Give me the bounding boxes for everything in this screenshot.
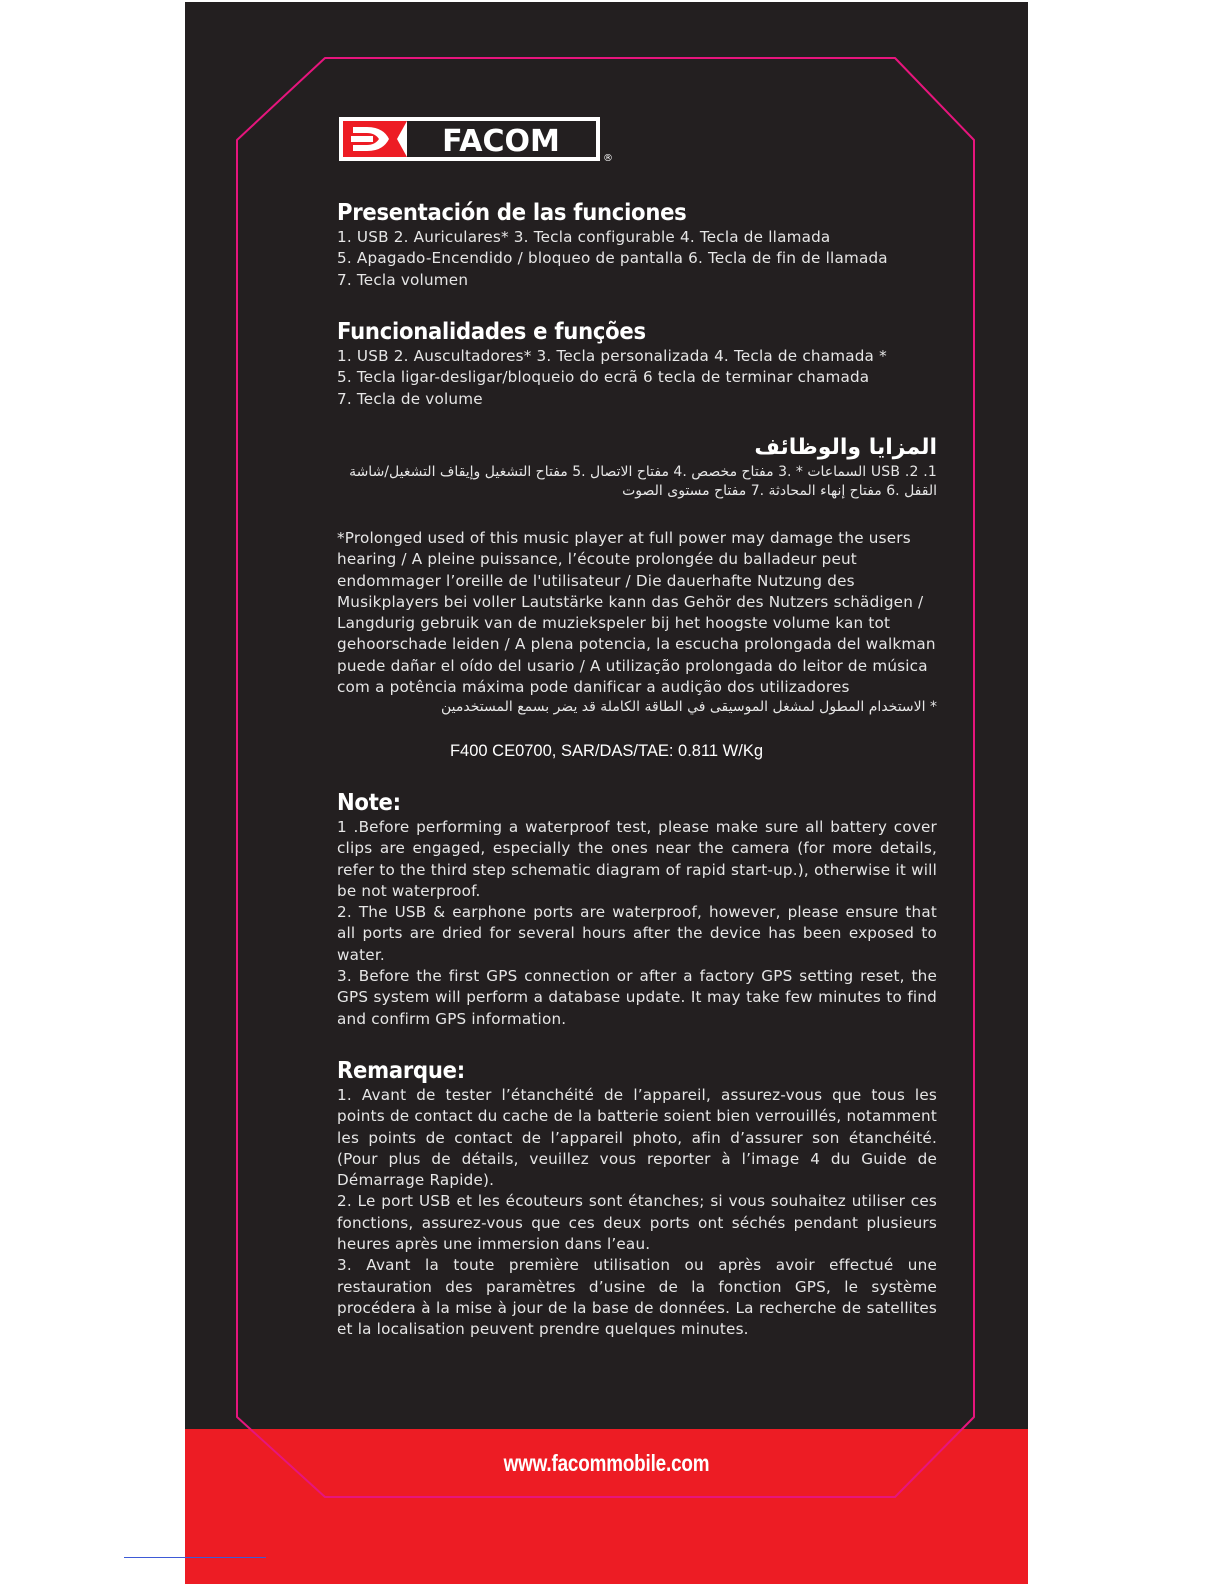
section-spanish [337, 199, 937, 291]
text-line: endommager l’oreille de l'utilisateur / Die dauerhafte Nutzung des [337, 571, 855, 590]
website-link[interactable] [185, 1450, 1028, 1477]
section-title: المزايا والوظائف [754, 435, 937, 460]
text-line: القفل .6 مفتاح إنهاء المحادثة .7 مفتاح مستوى الصوت [622, 483, 937, 499]
text-line: 5. Tecla ligar-desligar/bloqueio do ecrã 6 tecla de terminar chamada [337, 368, 870, 387]
section-note [337, 789, 937, 1030]
paragraph: 3. Before the first GPS connection or after a factory GPS setting reset, the GPS system will perform a database update. It may take few minutes to find and confirm GPS information. [337, 967, 937, 1028]
text-line: 7. Tecla de volume [337, 389, 483, 408]
text-line: 1. USB .2 السماعات * .3 مفتاح مخصص .4 مفتاح الاتصال .5 مفتاح التشغيل وإيقاف التشغيل/شاشة [349, 464, 937, 480]
text-line: Musikplayers bei voller Lautstärke kann das Gehör des Nutzers schädigen / [337, 592, 924, 611]
text-line: *Prolonged used of this music player at full power may damage the users [337, 529, 911, 547]
text-line: puede dañar el oído del usario / A utilização prolongada do leitor de música [337, 656, 928, 675]
manual-panel [185, 2, 1028, 1584]
section-title: Remarque: [337, 1058, 465, 1084]
brand-wordmark: FACOM [442, 124, 560, 159]
text-line: Langdurig gebruik van de muziekspeler bij het hoogste volume kan tot [337, 614, 891, 633]
section-portuguese [337, 318, 937, 410]
paragraph: 3. Avant la toute première utilisation ou après avoir effectué une restauration des paramètres d’usine de la fonction GPS, le système procédera à la mise à jour de la base de données. La recherche de satellites et la localisation peuvent prendre quelques minutes. [337, 1256, 937, 1339]
text-line-arabic: * الاستخدام المطول لمشغل الموسيقى في الطاقة الكاملة قد يضر بسمع المستخدمين [441, 699, 937, 716]
registered-mark: ® [603, 153, 613, 164]
paragraph: 2. The USB & earphone ports are waterproof, however, please ensure that all ports are dried for several hours after the device has been exposed to water. [337, 903, 937, 964]
text-line: gehoorschade leiden / A plena potencia, la escucha prolongada del walkman [337, 635, 936, 654]
text-line: 5. Apagado-Encendido / bloqueo de pantalla 6. Tecla de fin de llamada [337, 249, 888, 268]
sar-spec: F400 CE0700, SAR/DAS/TAE: 0.811 W/Kg [449, 742, 764, 760]
paragraph: 1 .Before performing a waterproof test, please make sure all battery cover clips are engaged, especially the ones near the camera (for more details, refer to the third step schematic diagram of rapid start-up.), otherwise it will be not waterproof. [337, 818, 937, 900]
text-line: 1. USB 2. Auriculares* 3. Tecla configurable 4. Tecla de llamada [337, 228, 831, 246]
text-line: hearing / A pleine puissance, l’écoute prolongée du balladeur peut [337, 550, 857, 569]
divider-line [124, 1557, 266, 1558]
section-title: Funcionalidades e funções [337, 319, 646, 345]
section-title: Presentación de las funciones [337, 200, 687, 226]
paragraph: 2. Le port USB et les écouteurs sont étanches; si vous souhaitez utiliser ces fonctions, assurez-vous que ces deux ports ont séchés pendant plusieurs heures après une immersion dans l’eau. [337, 1192, 937, 1254]
text-line: 1. USB 2. Auscultadores* 3. Tecla personalizada 4. Tecla de chamada * [337, 347, 887, 365]
facom-logo [339, 114, 611, 164]
section-title: Note: [337, 790, 401, 816]
paragraph: 1. Avant de tester l’étanchéité de l’appareil, assurez-vous que tous les points de contact du cache de la batterie soient bien verrouillés, notamment les points de contact de l’appareil photo, afin d’assurer son étanchéité. (Pour plus de détails, veuillez vous reporter à l’image 4 du Guide de Démarrage Rapide). [337, 1086, 937, 1190]
text-line: 7. Tecla volumen [337, 270, 469, 289]
hearing-warning [337, 528, 937, 717]
section-remarque [337, 1057, 937, 1341]
website-url[interactable]: www.facommobile.com [503, 1450, 710, 1476]
text-line: com a potência máxima pode danificar a audição dos utilizadores [337, 678, 850, 697]
section-arabic [337, 433, 937, 501]
